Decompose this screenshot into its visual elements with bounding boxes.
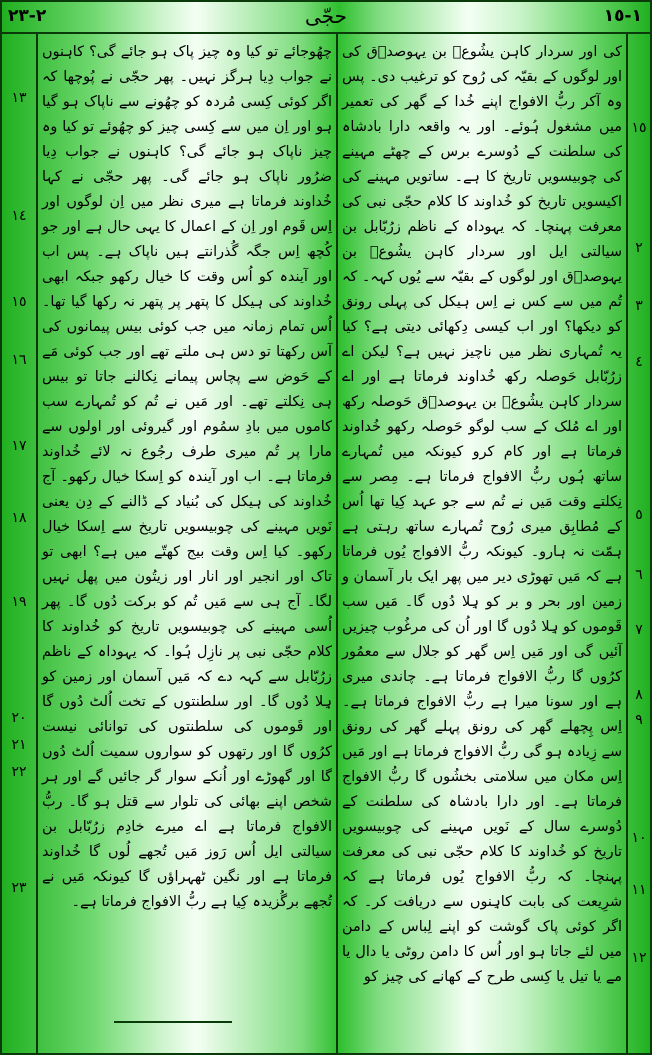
verse-number-left: ٢١ (11, 737, 27, 753)
left-margin-rule (36, 32, 38, 1053)
header-chapter-range-left: ٢-٢٣ (8, 6, 47, 26)
header-book-title: حجّی (305, 4, 347, 28)
verse-number-right: ١٢ (631, 950, 647, 966)
verse-number-left: ١٨ (11, 510, 27, 526)
text-column-right (342, 40, 622, 990)
page-header (2, 2, 650, 34)
verse-number-right: ٩ (635, 712, 643, 728)
verse-number-left: ١٧ (11, 438, 27, 454)
verse-number-right: ١٥ (631, 120, 647, 136)
verse-number-right: ٧ (635, 622, 643, 638)
verse-number-left: ٢٣ (11, 880, 27, 896)
verse-number-right: ٢ (635, 240, 643, 256)
verse-number-right: ١١ (631, 882, 647, 898)
right-margin-rule (626, 32, 628, 1053)
verse-number-left: ١٤ (11, 208, 27, 224)
column-left-text: چھُوجائے تو کیا وہ چیز پاک ہو جائے گی؟ کاہنوں نے جواب دِیا ہرگز نہیں۔ پھر حجّی نے پُوچھا کہ اگر کوئی کِسی مُردہ کو چھُونے سے ناپاک ہو گیا ہو اور اِن میں سے کِسی چیز کو چھُوئے تو کیا وہ چیز ناپاک ہو جائے گی؟ کاہنوں نے جواب دِیا ضرُور ناپاک ہو جائے گی۔ پھر حجّی نے کہا خُداوند فرماتا ہے میری نظر میں اِن لوگوں اور اِس قَوم اور اِن کے اعمال کا یہی حال ہے اور جو کُچھ اِس جگہ گُذرانتے ہیں ناپاک ہے۔ پس اب اور آیندہ کو اُس وقت کا خیال رکھو جبکہ ابھی خُداوند کی ہیکل کا پتھر پر پتھر نہ رکھا گیا تھا۔ اُس تمام زمانہ میں جب کوئی بیس پیمانوں کی آس رکھتا تو دس ہی ملتے تھے اور جب کوئی مَے کے حَوض سے پچاس پیمانے نِکالنے جاتا تو بیس ہی نِکلتے تھے۔ اور مَیں نے تُم کو تُمہارے سب کاموں میں بادِ سمُوم اور گیروئی اور اولوں سے مارا پر تُم میری طرف رجُوع نہ لائے خُداوند فرماتا ہے۔ اب اور آیندہ کو اِسکا خیال رکھو۔ آج خُداوند کی ہیکل کی بُنیاد کے ڈالنے کے دِن یعنی نَویں مہینے کی چوبیسویں تاریخ سے اِسکا خیال رکھو۔ کیا اِس وقت بیج کھتّے میں ہے؟ ابھی تو تاک اور انجیر اور انار اور زیتُون میں پھل نہیں لگا۔ آج ہی سے مَیں تُم کو برکت دُوں گا۔ پھر اُسی مہینے کی چوبیسویں تاریخ کو خُداوند کا کلام حجّی نبی پر نازِل ہُوا۔ کہ یہوداہ کے ناظم زرُبّابل سے کہہ دے کہ مَیں آسمان اور زمین کو ہِلا دُوں گا۔ اور سلطنتوں کے تخت اُلٹ دُوں گا اور قَوموں کی سلطنتوں کی توانائی نیست کرُوں گا اور رتھوں کو سواروں سمیت اُلٹ دُوں گا اور گھوڑے اور اُنکے سوار گر جائیں گے اور ہر شخص اپنے بھائی کی تلوار سے قتل ہو گا۔ ربُّ الافواج فرماتا ہے اے میرے خادِم زرُبّابل بن سیالتی ایل اُس رَوز مَیں تُجھے لُوں گا خُداوند فرماتا ہے اور نگین ٹھہراؤں گا کیونکہ مَیں نے تُجھے برگُزیدہ کِیا ہے ربُّ الافواج فرماتا ہے۔ (42, 44, 332, 910)
verse-number-right: ٦ (635, 567, 643, 583)
verse-number-left: ١٦ (11, 352, 27, 368)
verse-number-left: ٢٠ (11, 710, 27, 726)
verse-number-left: ١٩ (11, 594, 27, 610)
column-right-text: کی اور سردار کاہن یشُوعؔ بن یہوصدؔق کی اور لوگوں کے بقیّہ کی رُوح کو ترغیب دی۔ پس وہ آکر ربُّ الافواج اپنے خُدا کے گھر کی تعمیر میں مشغول ہُوئے۔ اور یہ واقعہ دارا بادشاہ کی سلطنت کے دُوسرے برس کے چھٹے مہینے کی چوبیسویں تاریخ کا ہے۔ ساتویں مہینے کی اکیسویں تاریخ کو خُداوند کا کلام حجّی نبی کی معرفت پہنچا۔ کہ یہوداہ کے ناظم زرُبّابل بن سیالتی ایل اور سردار کاہن یشُوعؔ بن یہوصدؔق اور لوگوں کے بقیّہ سے یُوں کہہ۔ کہ تُم میں سے کس نے اِس ہیکل کی پہلی رونق کو دیکھا؟ اور اب کیسی دِکھائی دیتی ہے؟ کیا یہ تُمہاری نظر میں ناچیز نہیں ہے؟ لیکن اے زرُبّابل حَوصلہ رکھ خُداوند فرماتا ہے اور اے سردار کاہن یشُوعؔ بن یہوصدؔق حَوصلہ رکھ اور اے مُلک کے سب لوگو حَوصلہ رکھو خُداوند فرماتا ہے اور کام کرو کیونکہ میں تُمہارے ساتھ ہُوں ربُّ الافواج فرماتا ہے۔ مِصر سے نِکلتے وقت مَیں نے تُم سے جو عہد کِیا تھا اُس کے مُطابِق میری رُوح تُمہارے ساتھ رہتی ہے ہمّت نہ ہارو۔ کیونکہ ربُّ الافواج یُوں فرماتا ہے کہ مَیں تھوڑی دیر میں پھر ایک بار آسمان و زمین اور بحر و بر کو ہِلا دُوں گا۔ مَیں سب قَوموں کو ہِلا دُوں گا اور اُن کی مرغُوب چیزیں آئیں گی اور مَیں اِس گھر کو جلال سے معمُور کرُوں گا ربُّ الافواج فرماتا ہے۔ چاندی میری ہے اور سونا میرا ہے ربُّ الافواج فرماتا ہے۔ اِس پِچھلے گھر کی رونق پہلے گھر کی رونق سے زِیادہ ہو گی ربُّ الافواج فرماتا ہے اور مَیں اِس مکان میں سلامتی بخشُوں گا ربُّ الافواج فرماتا ہے۔ اور دارا بادشاہ کی سلطنت کے دُوسرے سال کے نَویں مہینے کی چوبیسویں تاریخ کو خُداوند کا کلام حجّی نبی کی معرفت پہنچا۔ کہ ربُّ الافواج یُوں فرماتا ہے کہ شرِیعت کی بابت کاہِنوں سے دریافت کر۔ کہ اگر کوئی پاک گوشت کو اپنے لِباس کے دامن میں لئے جاتا ہو اور اُس کا دامن روٹی یا دال یا مے یا تیل یا کِسی طرح کے کھانے کی چیز کو (342, 44, 622, 985)
verse-number-right: ٣ (635, 298, 643, 314)
center-column-rule (336, 32, 338, 1053)
text-column-left (42, 40, 332, 915)
header-chapter-range-right: ١-١٥ (603, 6, 642, 26)
book-end-rule (114, 1021, 232, 1023)
verse-number-left: ١٣ (11, 90, 27, 106)
verse-number-right: ١٠ (631, 830, 647, 846)
verse-number-left: ١٥ (11, 294, 27, 310)
verse-number-right: ٤ (635, 354, 643, 370)
verse-number-right: ٨ (635, 687, 643, 703)
verse-number-left: ٢٢ (11, 764, 27, 780)
verse-number-right: ٥ (635, 507, 643, 523)
